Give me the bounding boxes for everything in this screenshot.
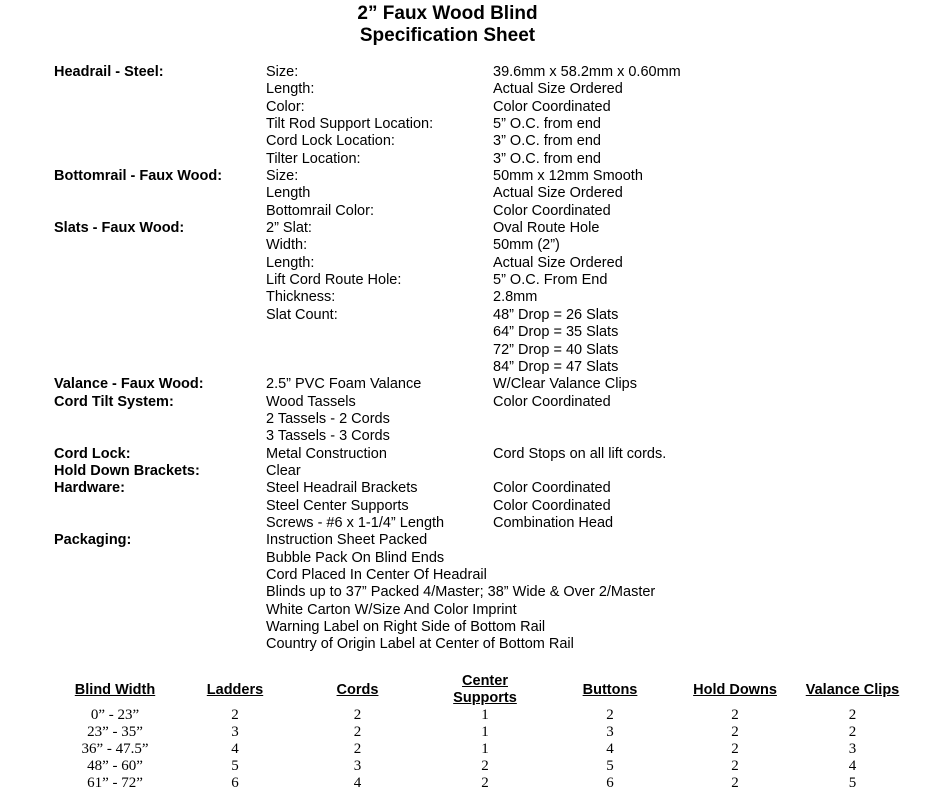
spec-item: Wood Tassels	[266, 393, 356, 410]
spec-row	[0, 446, 947, 463]
spec-section-label: Valance - Faux Wood:	[54, 376, 204, 393]
table-cell: 3	[848, 741, 857, 757]
table-cell: 3	[231, 724, 239, 740]
spec-item: 2” Slat:	[266, 220, 312, 237]
spec-value: 39.6mm x 58.2mm x 0.60mm	[493, 64, 681, 80]
table-header-row	[40, 673, 920, 707]
table-cell: 2	[848, 724, 857, 740]
table-cell: 5	[606, 758, 614, 774]
spec-section-label: Hold Down Brackets:	[54, 462, 200, 479]
table-cell: 5	[231, 758, 239, 774]
spec-row	[0, 203, 947, 220]
spec-row	[0, 480, 947, 497]
table-cell: 3	[353, 758, 362, 774]
spec-value: 50mm x 12mm Smooth	[493, 168, 643, 185]
spec-value: Color Coordinated	[493, 497, 611, 514]
page-subtitle: Specification Sheet	[359, 25, 536, 46]
spec-row	[0, 237, 947, 254]
spec-value: Color Coordinated	[493, 98, 611, 115]
table-body	[40, 707, 920, 792]
table-row	[40, 724, 920, 741]
spec-value: 5” O.C. from end	[493, 116, 601, 133]
specification-list	[0, 64, 947, 654]
spec-value: Color Coordinated	[493, 202, 611, 219]
column-header: Cords	[336, 681, 379, 698]
page-title: 2” Faux Wood Blind	[357, 3, 538, 24]
table-cell: 2	[353, 741, 362, 757]
spec-row	[0, 64, 947, 81]
table-cell: 1	[481, 741, 489, 757]
table-cell: 5	[848, 775, 857, 791]
spec-row	[0, 255, 947, 272]
table-row	[40, 775, 920, 792]
spec-value: Color Coordinated	[493, 480, 611, 497]
table-cell: 23” - 35”	[87, 724, 143, 740]
spec-row	[0, 272, 947, 289]
spec-value: Actual Size Ordered	[493, 254, 623, 271]
spec-item: Instruction Sheet Packed	[266, 532, 428, 549]
column-header: Blind Width	[74, 681, 156, 698]
spec-value: Actual Size Ordered	[493, 185, 623, 202]
spec-item: Bottomrail Color:	[266, 202, 374, 219]
spec-item: Warning Label on Right Side of Bottom Rail	[266, 619, 546, 635]
spec-section-label: Slats - Faux Wood:	[54, 220, 185, 237]
spec-section-label: Packaging:	[54, 532, 132, 549]
table-cell: 4	[848, 758, 857, 774]
table-cell: 2	[731, 724, 739, 740]
spec-value: 3” O.C. from end	[493, 133, 601, 150]
spec-item: 2 Tassels - 2 Cords	[266, 410, 390, 427]
table-cell: 2	[481, 758, 489, 774]
table-cell: 2	[731, 741, 739, 757]
spec-row	[0, 324, 947, 341]
spec-item: Length:	[266, 254, 315, 271]
spec-row	[0, 220, 947, 237]
spec-value: Actual Size Ordered	[493, 81, 623, 98]
spec-value: 3” O.C. from end	[493, 150, 601, 167]
spec-value: 84” Drop = 47 Slats	[493, 358, 619, 375]
column-header: Buttons	[582, 681, 638, 698]
spec-row	[0, 81, 947, 98]
spec-value: 5” O.C. From End	[493, 272, 608, 289]
table-cell: 4	[231, 741, 239, 757]
spec-item: Slat Count:	[266, 306, 338, 323]
column-header: Ladders	[206, 681, 264, 698]
spec-row	[0, 342, 947, 359]
spec-item: Length:	[266, 81, 315, 98]
spec-row	[0, 602, 947, 619]
spec-row	[0, 168, 947, 185]
spec-section-label: Hardware:	[54, 480, 125, 497]
spec-item: Blinds up to 37” Packed 4/Master; 38” Wide & Over 2/Master	[266, 584, 656, 601]
spec-item: Width:	[266, 237, 308, 254]
spec-row	[0, 376, 947, 393]
table-cell: 4	[606, 741, 614, 757]
spec-value: Color Coordinated	[493, 393, 611, 410]
table-cell: 4	[353, 775, 362, 791]
table-cell: 1	[481, 707, 489, 723]
spec-value: Oval Route Hole	[493, 220, 600, 237]
spec-value: Combination Head	[493, 514, 614, 531]
spec-row	[0, 411, 947, 428]
table-cell: 2	[731, 758, 739, 774]
spec-row	[0, 99, 947, 116]
spec-item: Country of Origin Label at Center of Bottom Rail	[266, 636, 574, 653]
spec-item: Clear	[266, 462, 301, 479]
spec-item: Steel Headrail Brackets	[266, 480, 418, 497]
spec-item: Tilt Rod Support Location:	[266, 116, 434, 133]
spec-item: Size:	[266, 64, 299, 80]
spec-row	[0, 307, 947, 324]
spec-section-label: Cord Lock:	[54, 445, 131, 462]
column-header: Center Supports	[453, 673, 517, 706]
spec-section-label: Bottomrail - Faux Wood:	[54, 168, 223, 185]
spec-value: 72” Drop = 40 Slats	[493, 341, 619, 358]
spec-item: 3 Tassels - 3 Cords	[266, 428, 390, 445]
table-cell: 48” - 60”	[87, 758, 143, 774]
spec-item: Color:	[266, 98, 305, 115]
spec-value: 48” Drop = 26 Slats	[493, 306, 619, 323]
spec-row	[0, 116, 947, 133]
table-row	[40, 741, 920, 758]
table-cell: 2	[353, 724, 362, 740]
spec-row	[0, 463, 947, 480]
spec-item: Lift Cord Route Hole:	[266, 272, 402, 289]
spec-item: Tilter Location:	[266, 150, 361, 167]
spec-row	[0, 185, 947, 202]
table-cell: 2	[606, 707, 614, 723]
spec-row	[0, 359, 947, 376]
table-cell: 6	[606, 775, 614, 791]
table-cell: 2	[848, 707, 857, 723]
table-cell: 0” - 23”	[90, 707, 140, 723]
spec-row	[0, 584, 947, 601]
column-header: Hold Downs	[693, 681, 777, 698]
column-header: Valance Clips	[805, 681, 900, 698]
spec-item: Thickness:	[266, 289, 336, 306]
table-cell: 36” - 47.5”	[81, 741, 149, 757]
table-cell: 61” - 72”	[87, 775, 143, 791]
spec-value: 50mm (2”)	[493, 237, 560, 254]
spec-item: Length	[266, 185, 311, 202]
spec-row	[0, 394, 947, 411]
spec-row	[0, 289, 947, 306]
table-cell: 2	[731, 775, 739, 791]
spec-value: 64” Drop = 35 Slats	[493, 324, 619, 341]
spec-item: Cord Lock Location:	[266, 133, 395, 150]
table-cell: 2	[731, 707, 739, 723]
spec-item: Cord Placed In Center Of Headrail	[266, 566, 487, 583]
spec-section-label: Headrail - Steel:	[54, 64, 164, 80]
table-cell: 6	[231, 775, 239, 791]
table-row	[40, 707, 920, 724]
spec-item: Bubble Pack On Blind Ends	[266, 549, 445, 566]
spec-row	[0, 550, 947, 567]
spec-row	[0, 133, 947, 150]
table-cell: 2	[231, 707, 239, 723]
table-cell: 2	[353, 707, 362, 723]
spec-section-label: Cord Tilt System:	[54, 393, 174, 410]
table-row	[40, 758, 920, 775]
table-cell: 2	[481, 775, 489, 791]
spec-value: Cord Stops on all lift cords.	[493, 445, 667, 462]
spec-row	[0, 567, 947, 584]
spec-item: 2.5” PVC Foam Valance	[266, 376, 422, 393]
spec-row	[0, 636, 947, 653]
spec-item: Screws - #6 x 1-1/4” Length	[266, 514, 445, 531]
spec-value: W/Clear Valance Clips	[493, 376, 637, 393]
component-count-table	[40, 673, 920, 792]
spec-row	[0, 151, 947, 168]
table-cell: 1	[481, 724, 489, 740]
spec-item: Steel Center Supports	[266, 497, 409, 514]
spec-row	[0, 428, 947, 445]
spec-item: Size:	[266, 168, 299, 185]
spec-row	[0, 515, 947, 532]
spec-row	[0, 532, 947, 549]
spec-row	[0, 498, 947, 515]
table-cell: 3	[606, 724, 614, 740]
spec-value: 2.8mm	[493, 289, 538, 306]
spec-row	[0, 619, 947, 636]
spec-item: White Carton W/Size And Color Imprint	[266, 601, 517, 618]
spec-item: Metal Construction	[266, 445, 387, 462]
